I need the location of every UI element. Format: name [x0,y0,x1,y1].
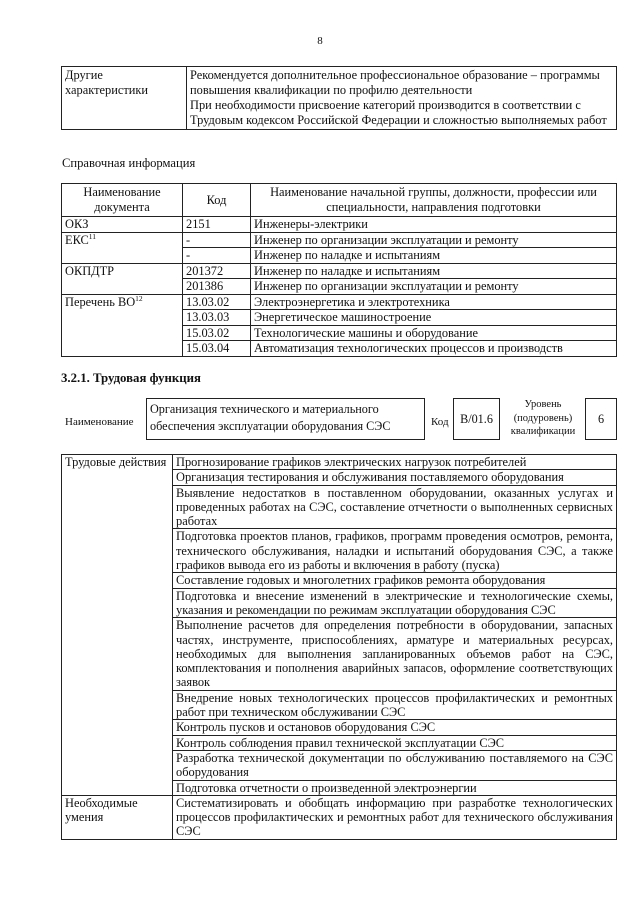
other-line: При необходимости присвоение категорий производится в соответствии с Трудовым кодексом Российской Федерации и сложностью выполняемых работ [190,98,607,127]
name-cell: Технологические машины и оборудование [251,325,617,341]
other-characteristics-table [61,66,617,130]
name-cell: Инженер по организации эксплуатации и ремонту [251,279,617,295]
function-header-bar [61,398,617,448]
table-row [62,217,617,233]
code-cell: 15.03.02 [183,325,251,341]
table-row [62,325,617,341]
table-row [62,232,617,248]
level-value: 6 [585,398,617,440]
reference-title: Справочная информация [62,156,196,170]
table-row [62,455,617,470]
name-label: Наименование [65,416,134,428]
table-row [62,750,617,780]
table-row [62,341,617,357]
col-header-document: Наименование документа [62,184,183,217]
other-characteristics-label: Другие характеристики [62,67,187,130]
other-line: Рекомендуется дополнительное профессиональное образование – программы повышения квалификации по профилю деятельности [190,68,600,97]
action-item: Прогнозирование графиков электрических нагрузок потребителей [173,455,617,470]
function-name-value: Организация технического и материального обеспечения эксплуатации оборудования СЭС [146,398,425,440]
table-row [62,470,617,485]
table-row [62,780,617,795]
action-item: Организация тестирования и обслуживания поставляемого оборудования [173,470,617,485]
table-row [62,485,617,529]
action-item: Контроль соблюдения правил технической эксплуатации СЭС [173,735,617,750]
action-item: Подготовка и внесение изменений в электрические и технологические схемы, указания и рекомендации по режимам эксплуатации оборудования СЭС [173,588,617,618]
table-row [62,529,617,573]
action-item: Выявление недостатков в поставленном оборудовании, оказанных услугах и проведенных работах на СЭС, составление отчетности о выполненных сервисных работах [173,485,617,529]
table-row [62,310,617,326]
action-item: Разработка технической документации по обслуживанию поставляемого на СЭС оборудования [173,750,617,780]
function-heading: 3.2.1. Трудовая функция [61,371,201,385]
name-cell: Автоматизация технологических процессов и производств [251,341,617,357]
code-cell: 201386 [183,279,251,295]
action-item: Выполнение расчетов для определения потребности в оборудовании, запасных частях, инструменте, приспособлениях, арматуре и материальных ресурсах, необходимых для выполнения запланированных объемов работ на СЭС, комплектования и пополнения аварийных запасов, оформление соответствующих заявок [173,618,617,690]
doc-vo: Перечень ВО$^{12}$ [62,294,183,310]
code-cell: - [183,248,251,264]
col-header-code: Код [183,184,251,217]
col-header-name: Наименование начальной группы, должности, профессии или специальности, направления подготовки [251,184,617,217]
action-item: Внедрение новых технологических процессов профилактических и ремонтных работ при техническом обслуживании СЭС [173,690,617,720]
page-number: 8 [317,35,323,47]
actions-label: Трудовые действия [62,455,173,470]
code-label: Код [431,416,449,428]
doc-eks: ЕКС$^{11}$ [62,232,183,248]
level-label: Уровень (подуровень) квалификации [510,399,576,437]
labor-table [61,454,617,840]
name-cell: Инженеры-электрики [251,217,617,233]
function-code-value: B/01.6 [453,398,500,440]
doc-okz: ОКЗ [62,217,183,233]
code-cell: 13.03.02 [183,294,251,310]
table-row [62,690,617,720]
action-item: Подготовка отчетности о произведенной электроэнергии [173,780,617,795]
code-cell: 2151 [183,217,251,233]
table-row [62,263,617,279]
skills-label: Необходимые умения [62,795,173,839]
code-cell: 13.03.03 [183,310,251,326]
code-cell: 201372 [183,263,251,279]
other-characteristics-text [187,67,617,130]
name-cell: Энергетическое машиностроение [251,310,617,326]
skill-item: Систематизировать и обобщать информацию при разработке технологических процессов профилактических и ремонтных работ для технического обслуживания СЭС [173,795,617,839]
name-cell: Инженер по наладке и испытаниям [251,263,617,279]
table-row [62,588,617,618]
action-item: Подготовка проектов планов, графиков, программ проведения осмотров, ремонта, технического обслуживания, наладки и испытаний оборудования СЭС, а также графиков вывода его из работы и включения в работу (пуска) [173,529,617,573]
action-item: Составление годовых и многолетних графиков ремонта оборудования [173,573,617,588]
table-row [62,720,617,735]
name-cell: Инженер по организации эксплуатации и ремонту [251,232,617,248]
action-item: Контроль пусков и остановов оборудования СЭС [173,720,617,735]
table-row [62,573,617,588]
table-row [62,618,617,690]
table-row [62,795,617,839]
code-cell: - [183,232,251,248]
code-cell: 15.03.04 [183,341,251,357]
table-row [62,279,617,295]
reference-table [61,183,617,357]
doc-okpdtr: ОКПДТР [62,263,183,279]
table-row [62,294,617,310]
name-cell: Электроэнергетика и электротехника [251,294,617,310]
table-row [62,248,617,264]
table-row [62,735,617,750]
name-cell: Инженер по наладке и испытаниям [251,248,617,264]
